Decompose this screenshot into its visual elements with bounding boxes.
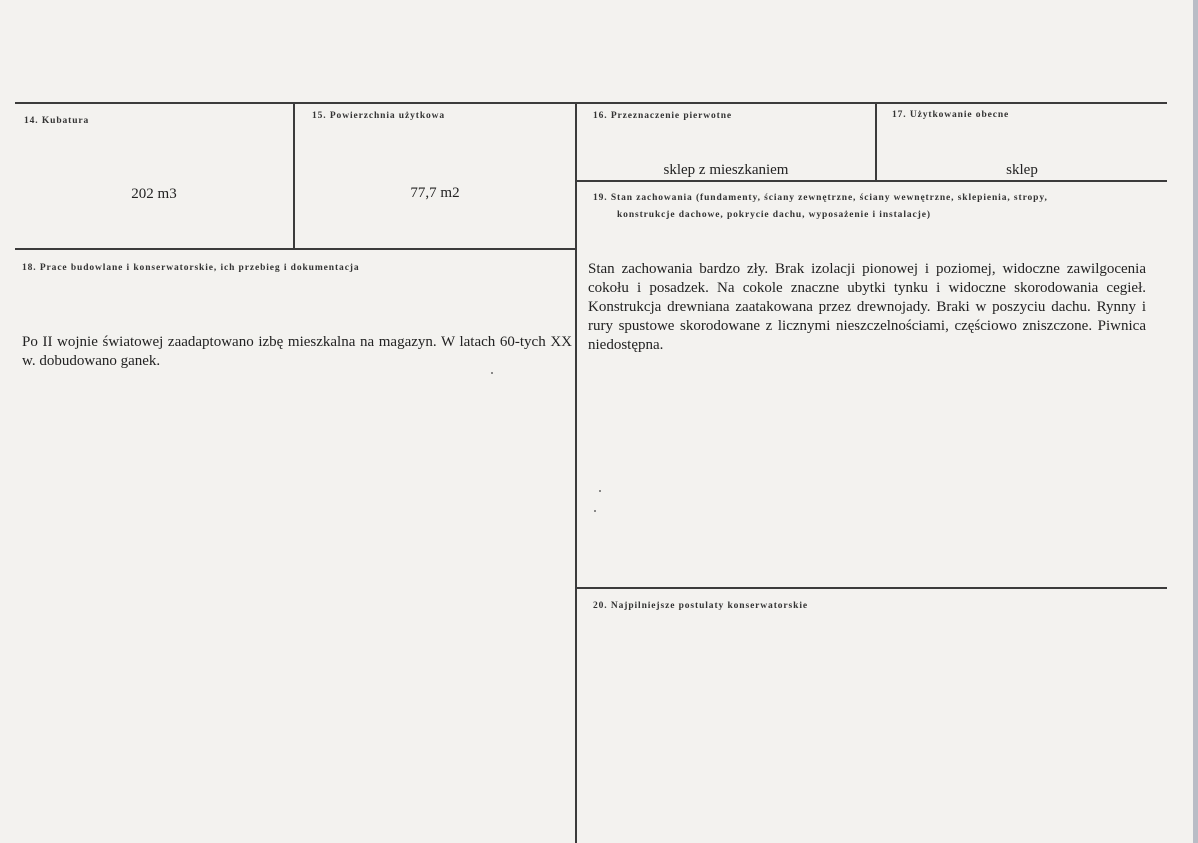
uzytkowanie-label: 17. Użytkowanie obecne [892, 110, 1010, 120]
przeznaczenie-value: sklep z mieszkaniem [663, 162, 789, 178]
stan-zachowania-label-line1: 19. Stan zachowania (fundamenty, ściany zewnętrzne, ściany wewnętrzne, sklepienia, stropy, [593, 193, 1048, 203]
powierzchnia-label: 15. Powierzchnia użytkowa [312, 111, 446, 121]
card-edge [1193, 0, 1198, 843]
postulaty-label: 20. Najpilniejsze postulaty konserwatorskie [593, 601, 808, 611]
prace-budowlane-label: 18. Prace budowlane i konserwatorskie, ich przebieg i dokumentacja [22, 263, 360, 273]
section20-top-line [576, 587, 1167, 589]
paper-speck [599, 490, 601, 492]
przeznaczenie-label: 16. Przeznaczenie pierwotne [593, 111, 733, 121]
stan-zachowania-label [593, 190, 1153, 224]
kubatura-value: 202 m3 [131, 186, 177, 202]
prace-budowlane-text: Po II wojnie światowej zaadaptowano izbę mieszkalna na magazyn. W latach 60-tych XX w. dobudowano ganek. [22, 334, 572, 369]
stan-zachowania-text: Stan zachowania bardzo zły. Brak izolacji pionowej i poziomej, widoczne zawilgocenia cokołu i posadzek. Na cokole znaczne ubytki tynku i widoczne skorodowania cegieł. Konstrukcja drewniana zaatakowana przez drewnojady. Braki w poszyciu dachu. Rynny i rury spustowe skorodowane z licznymi nieszczelnościami, częściowo zniszczone. Piwnica niedostępna. [588, 261, 1146, 353]
uzytkowanie-value: sklep [1006, 162, 1038, 178]
row1-divider-left [15, 248, 577, 250]
col-divider-14-15 [293, 102, 295, 249]
paper-speck [491, 372, 493, 374]
row1-divider-right [576, 180, 1167, 182]
col-divider-main [575, 102, 577, 843]
stan-zachowania-label-line2: konstrukcje dachowe, pokrycie dachu, wyposażenie i instalacje) [617, 210, 931, 220]
paper-speck [594, 510, 596, 512]
powierzchnia-value: 77,7 m2 [410, 185, 460, 201]
top-border-line [15, 102, 1167, 104]
kubatura-label: 14. Kubatura [24, 116, 90, 126]
